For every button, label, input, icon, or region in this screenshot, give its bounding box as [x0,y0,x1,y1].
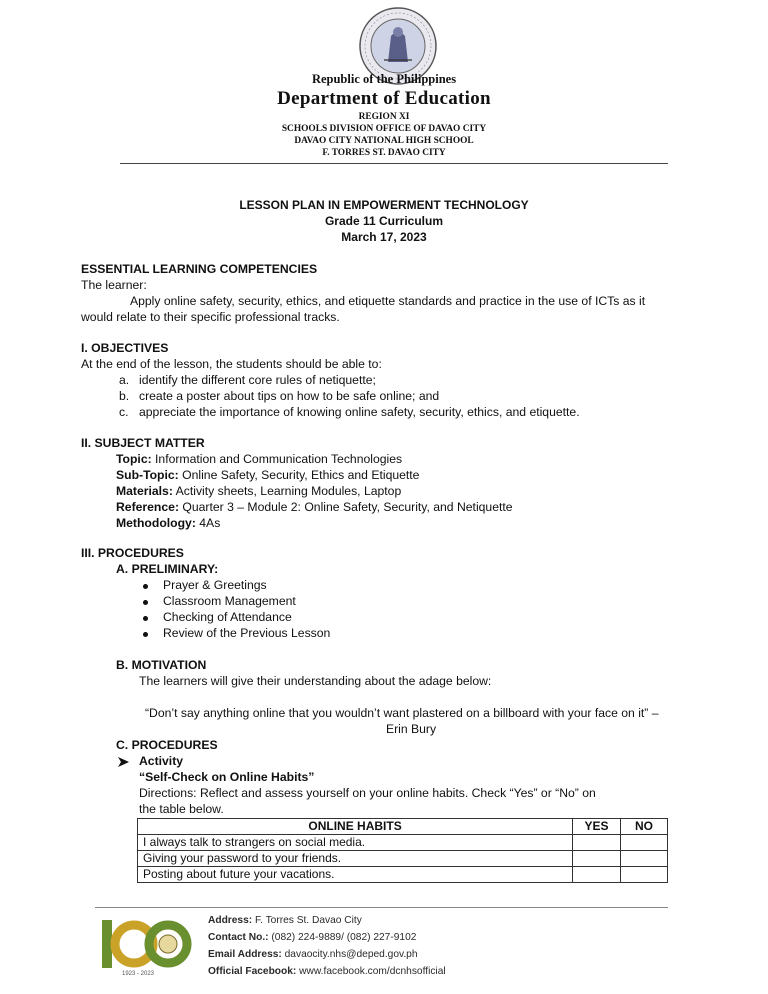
footer-contact-value: (082) 224-9889/ (082) 227-9102 [271,932,417,943]
bullet-icon [143,616,148,621]
header-republic: Republic of the Philippines [311,72,457,86]
yes-checkbox-cell[interactable] [573,867,621,883]
subject-matter-heading: II. SUBJECT MATTER [81,436,205,450]
competencies-learner: The learner: [81,278,147,292]
footer-address-label: Address: [208,915,253,926]
subject-label: Sub-Topic: [116,468,179,482]
subject-label: Methodology: [116,516,196,530]
online-habits-table [137,818,668,883]
logo-years: 1923 - 2023 [121,971,155,977]
footer-email [208,949,418,960]
header-school: DAVAO CITY NATIONAL HIGH SCHOOL [294,136,474,146]
subject-row-topic [116,452,402,466]
header-region: REGION XI [358,112,410,122]
footer-facebook-link[interactable]: www.facebook.com/dcnhsofficial [299,966,446,977]
column-header: ONLINE HABITS [138,819,573,835]
c-procedures-heading: C. PROCEDURES [116,738,218,752]
no-checkbox-cell[interactable] [621,867,668,883]
arrow-bullet-icon [118,757,129,767]
preliminary-heading: A. PRELIMINARY: [116,562,219,576]
subject-row-subtopic [116,468,419,482]
footer-email-value[interactable]: davaocity.nhs@deped.gov.ph [284,949,418,960]
subject-label: Topic: [116,452,152,466]
objective-marker: a. [119,373,130,387]
motivation-quote: “Don’t say anything online that you wouldn’t want plastered on a billboard with your face on it” – [145,706,659,720]
footer-contact-label: Contact No.: [208,932,269,943]
table-row [138,867,668,883]
footer-contact [208,932,416,943]
motivation-heading: B. MOTIVATION [116,658,207,672]
habit-cell: I always talk to strangers on social media. [138,835,573,851]
preliminary-item: Classroom Management [163,594,296,608]
footer-facebook [208,966,446,977]
table-row [138,851,668,867]
subject-value: Quarter 3 – Module 2: Online Safety, Security, and Netiquette [182,500,513,514]
subject-value: Information and Communication Technologies [155,452,403,466]
table-row [138,835,668,851]
no-checkbox-cell[interactable] [621,851,668,867]
footer-address [208,915,362,926]
yes-checkbox-cell[interactable] [573,835,621,851]
footer-divider [95,907,668,908]
preliminary-item: Checking of Attendance [163,610,292,624]
header-divider [120,163,668,164]
procedures-heading: III. PROCEDURES [81,546,184,560]
competencies-text-2: would relate to their specific professional tracks. [81,310,340,324]
preliminary-item: Prayer & Greetings [163,578,267,592]
activity-title: “Self-Check on Online Habits” [139,770,315,784]
bullet-icon [143,584,148,589]
centennial-logo [98,914,194,986]
objectives-heading: I. OBJECTIVES [81,341,169,355]
yes-checkbox-cell[interactable] [573,851,621,867]
lesson-date: March 17, 2023 [341,230,427,244]
competencies-text-1: Apply online safety, security, ethics, and etiquette standards and practice in the use of ICTs as it [130,294,646,308]
objective-marker: c. [119,405,129,419]
column-header: NO [621,819,668,835]
subject-value: Activity sheets, Learning Modules, Laptop [175,484,402,498]
lesson-plan-title: LESSON PLAN IN EMPOWERMENT TECHNOLOGY [239,198,529,212]
footer-address-value: F. Torres St. Davao City [255,915,362,926]
column-header: YES [573,819,621,835]
bullet-icon [143,600,148,605]
motivation-intro: The learners will give their understanding about the adage below: [139,674,492,688]
footer-email-label: Email Address: [208,949,282,960]
motivation-quote-author: Erin Bury [385,722,437,736]
objective-item: appreciate the importance of knowing online safety, security, ethics, and etiquette. [139,405,580,419]
subject-row-methodology [116,516,220,530]
activity-directions-1: Directions: Reflect and assess yourself on your online habits. Check “Yes” or “No” on [139,786,596,800]
table-header-row [138,819,668,835]
subject-row-materials [116,484,401,498]
header-division: SCHOOLS DIVISION OFFICE OF DAVAO CITY [281,124,487,134]
activity-directions-2: the table below. [139,802,224,816]
habit-cell: Giving your password to your friends. [138,851,573,867]
subject-value: 4As [199,516,221,530]
objectives-intro: At the end of the lesson, the students should be able to: [81,357,382,371]
subject-label: Materials: [116,484,173,498]
objective-item: create a poster about tips on how to be safe online; and [139,389,440,403]
subject-value: Online Safety, Security, Ethics and Etiquette [182,468,420,482]
objective-marker: b. [119,389,130,403]
footer-facebook-label: Official Facebook: [208,966,297,977]
header-street: F. TORRES ST. DAVAO CITY [322,148,446,158]
header-department: Department of Education [277,88,491,109]
subject-label: Reference: [116,500,179,514]
preliminary-item: Review of the Previous Lesson [163,626,331,640]
activity-label: Activity [139,754,184,768]
subject-row-reference [116,500,513,514]
bullet-icon [143,632,148,637]
competencies-heading: ESSENTIAL LEARNING COMPETENCIES [81,262,318,276]
objective-item: identify the different core rules of netiquette; [139,373,376,387]
habit-cell: Posting about future your vacations. [138,867,573,883]
grade-curriculum: Grade 11 Curriculum [324,214,444,228]
no-checkbox-cell[interactable] [621,835,668,851]
